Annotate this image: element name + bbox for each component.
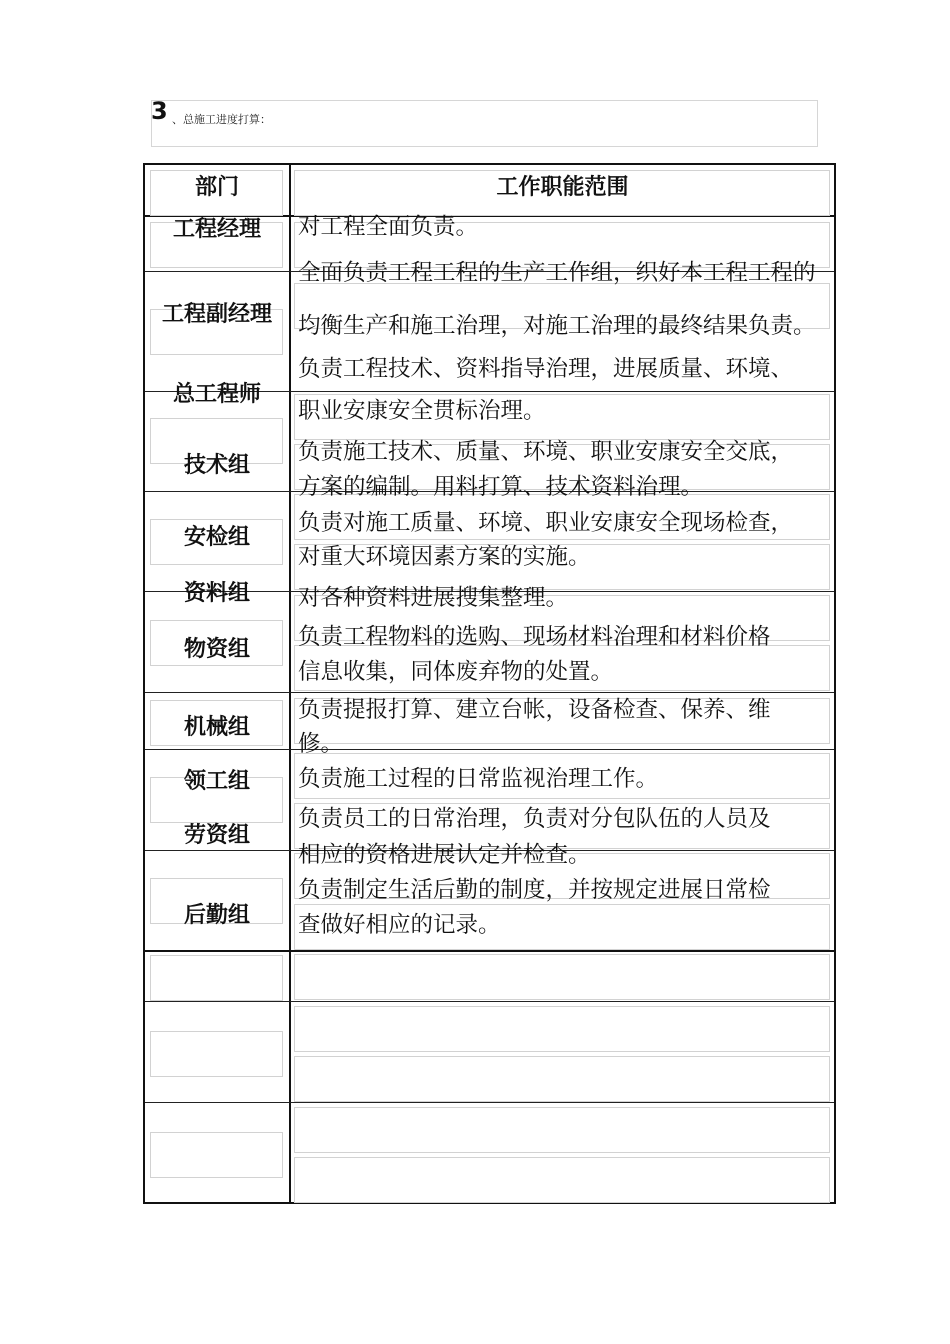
department-label: 劳资组 [183,823,250,848]
department-label: 机械组 [183,715,250,740]
ghost-box [294,954,830,1000]
header-department: 部门 [194,175,239,200]
duty-line: 负责对施工质量、环境、职业安康安全现场检查， [298,510,794,536]
department-label: 安检组 [183,525,250,550]
duty-line: 方案的编制。用料打算、技术资料治理。 [298,474,704,500]
duty-line: 对重大环境因素方案的实施。 [298,544,591,570]
duty-line: 对各种资料进展搜集整理。 [298,585,569,611]
duty-line: 负责工程物料的选购、现场材料治理和材料价格 [298,624,771,650]
ghost-box [294,1157,830,1203]
duty-line: 相应的资格进展认定并检查。 [298,842,591,868]
row-divider [145,1001,834,1002]
department-label: 资料组 [183,581,250,606]
department-label: 物资组 [183,637,250,662]
duty-line: 负责施工过程的日常监视治理工作。 [298,766,659,792]
duty-line: 查做好相应的记录。 [298,912,501,938]
ghost-box [150,1031,283,1077]
duty-line: 负责员工的日常治理，负责对分包队伍的人员及 [298,806,771,832]
row-divider [145,1102,834,1103]
ghost-box [294,1107,830,1153]
department-label: 总工程师 [172,382,261,407]
duty-line: 负责工程技术、资料指导治理，进展质量、环境、 [298,356,794,382]
department-label: 工程经理 [172,217,261,242]
row-divider [145,749,834,750]
header-duties: 工作职能范围 [496,175,629,200]
section-title: 、总施工进度打算： [172,113,271,126]
row-divider [145,950,834,952]
duty-line: 对工程全面负责。 [298,214,479,240]
duty-line: 职业安康安全贯标治理。 [298,398,546,424]
duty-line: 信息收集，同体废弃物的处置。 [298,659,614,685]
column-divider [289,165,291,1202]
section-number: 3 [151,97,168,125]
ghost-box [150,1132,283,1178]
department-label: 后勤组 [183,903,250,928]
department-label: 技术组 [183,453,250,478]
duty-line: 均衡生产和施工治理，对施工治理的最终结果负责。 [298,313,816,339]
department-label: 工程副经理 [161,302,272,327]
department-label: 领工组 [183,769,250,794]
ghost-box [150,955,283,1001]
duty-line: 负责施工技术、质量、环境、职业安康安全交底， [298,439,794,465]
duty-line: 负责提报打算、建立台帐，设备检查、保养、维 [298,697,771,723]
duty-line: 负责制定生活后勤的制度，并按规定进展日常检 [298,877,771,903]
ghost-box [294,1056,830,1102]
ghost-box [294,1006,830,1052]
duty-table [143,163,836,1204]
duty-line: 全面负责工程工程的生产工作组，织好本工程工程的 [298,260,816,286]
duty-line: 修。 [298,731,344,757]
